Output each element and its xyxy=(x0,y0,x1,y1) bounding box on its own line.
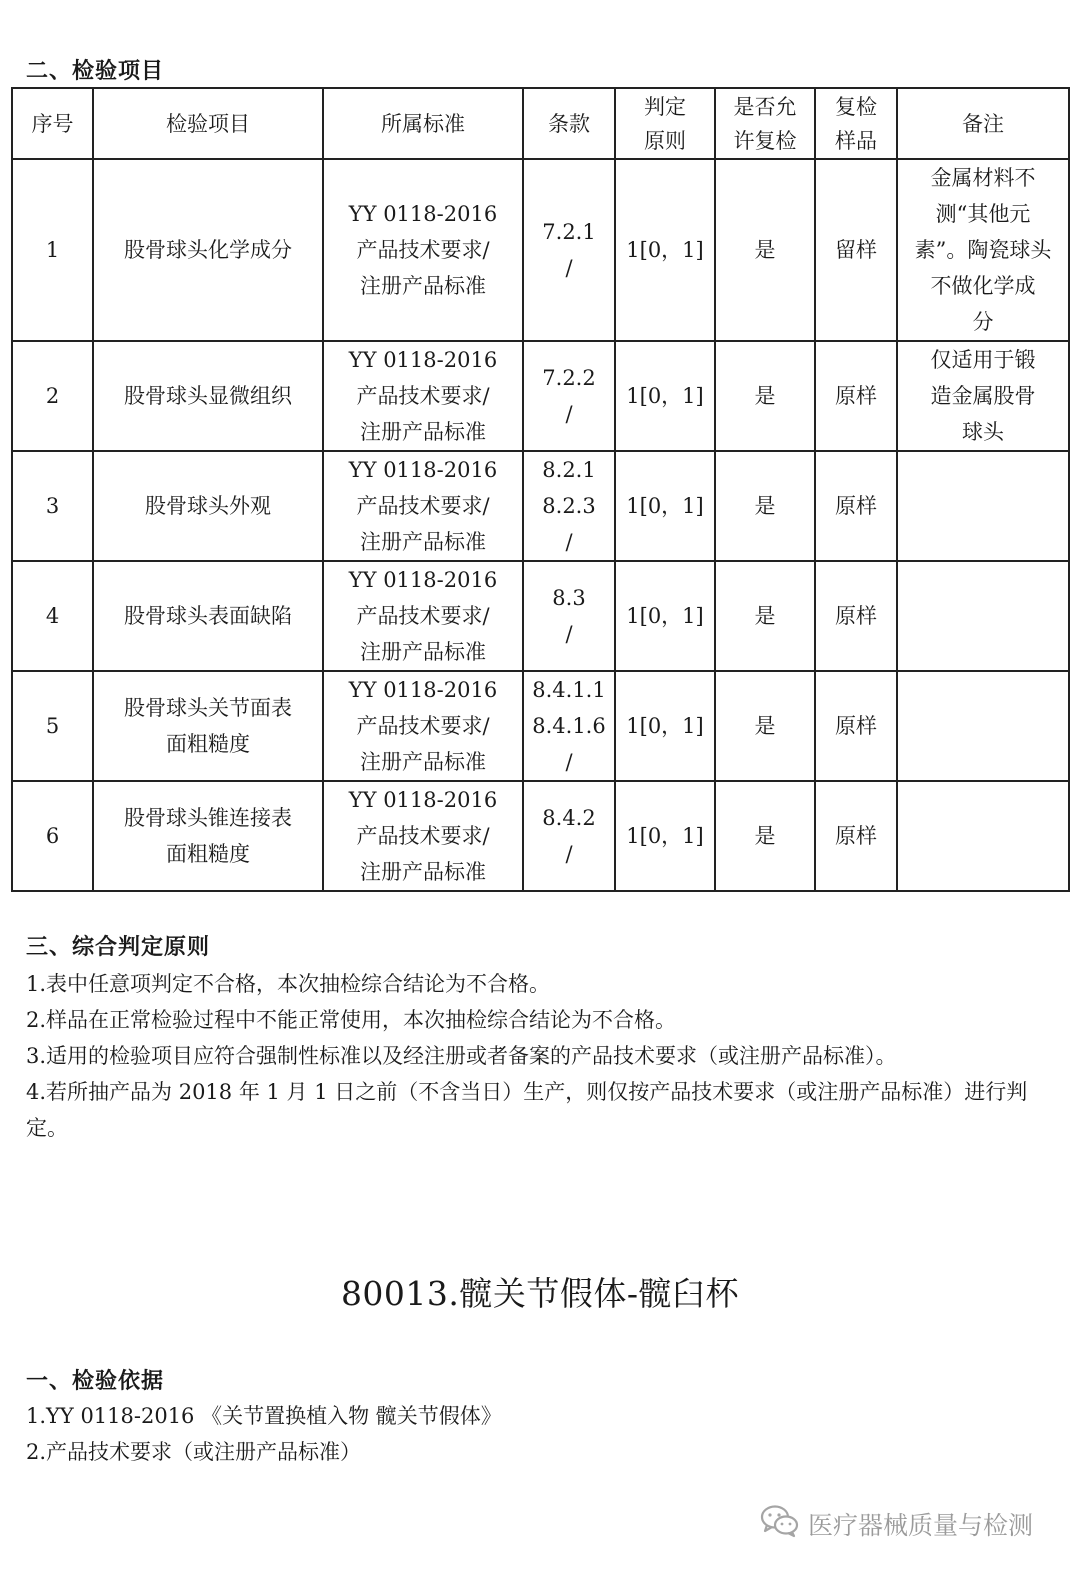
table-row xyxy=(12,451,1069,561)
cell-principle: 1[0，1] xyxy=(615,341,715,451)
cell-clause: 8.4.2 / xyxy=(523,781,615,891)
table-header-row xyxy=(12,88,1069,159)
cell-item: 股骨球头表面缺陷 xyxy=(93,561,323,671)
watermark xyxy=(760,1504,1033,1544)
cell-principle: 1[0，1] xyxy=(615,451,715,561)
cell-remark: 金属材料不 测“其他元 素”。陶瓷球头 不做化学成 分 xyxy=(897,159,1069,341)
cell-recheck: 是 xyxy=(715,781,815,891)
cell-sample: 留样 xyxy=(815,159,897,341)
cell-seq: 2 xyxy=(12,341,93,451)
cell-standard: YY 0118-2016 产品技术要求/ 注册产品标准 xyxy=(323,561,523,671)
table-row xyxy=(12,671,1069,781)
cell-sample: 原样 xyxy=(815,451,897,561)
cell-clause: 7.2.2 / xyxy=(523,341,615,451)
cell-seq: 5 xyxy=(12,671,93,781)
basis-item: 1.YY 0118-2016 《关节置换植入物 髋关节假体》 xyxy=(26,1404,502,1428)
cell-principle: 1[0，1] xyxy=(615,561,715,671)
rule-item: 3.适用的检验项目应符合强制性标准以及经注册或者备案的产品技术要求（或注册产品标准）。 xyxy=(26,1044,897,1068)
cell-sample: 原样 xyxy=(815,341,897,451)
header-recheck: 是否允 许复检 xyxy=(715,88,815,159)
header-item: 检验项目 xyxy=(93,88,323,159)
cell-standard: YY 0118-2016 产品技术要求/ 注册产品标准 xyxy=(323,341,523,451)
table-row xyxy=(12,159,1069,341)
product-title: 80013.髋关节假体-髋臼杯 xyxy=(340,1274,740,1313)
cell-clause: 8.3 / xyxy=(523,561,615,671)
cell-item: 股骨球头外观 xyxy=(93,451,323,561)
cell-remark: 仅适用于锻 造金属股骨 球头 xyxy=(897,341,1069,451)
header-standard: 所属标准 xyxy=(323,88,523,159)
rule-list xyxy=(26,966,1056,1146)
rule-item: 1.表中任意项判定不合格，本次抽检综合结论为不合格。 xyxy=(26,972,551,996)
cell-remark xyxy=(897,451,1069,561)
cell-standard: YY 0118-2016 产品技术要求/ 注册产品标准 xyxy=(323,781,523,891)
table-row xyxy=(12,341,1069,451)
rule-item: 4.若所抽产品为 2018 年 1 月 1 日之前（不含当日）生产，则仅按产品技术要求（或注册产品标准）进行判定。 xyxy=(26,1080,1028,1140)
header-clause: 条款 xyxy=(523,88,615,159)
cell-item: 股骨球头化学成分 xyxy=(93,159,323,341)
cell-standard: YY 0118-2016 产品技术要求/ 注册产品标准 xyxy=(323,159,523,341)
section-heading-basis: 一、检验依据 xyxy=(26,1369,165,1394)
cell-standard: YY 0118-2016 产品技术要求/ 注册产品标准 xyxy=(323,671,523,781)
cell-principle: 1[0，1] xyxy=(615,671,715,781)
cell-seq: 3 xyxy=(12,451,93,561)
cell-seq: 1 xyxy=(12,159,93,341)
table-row xyxy=(12,561,1069,671)
cell-recheck: 是 xyxy=(715,671,815,781)
cell-item: 股骨球头关节面表 面粗糙度 xyxy=(93,671,323,781)
header-seq: 序号 xyxy=(12,88,93,159)
cell-sample: 原样 xyxy=(815,561,897,671)
section-heading-rules: 三、综合判定原则 xyxy=(26,935,211,960)
table-row xyxy=(12,781,1069,891)
cell-principle: 1[0，1] xyxy=(615,159,715,341)
cell-remark xyxy=(897,781,1069,891)
cell-remark xyxy=(897,671,1069,781)
cell-sample: 原样 xyxy=(815,781,897,891)
cell-principle: 1[0，1] xyxy=(615,781,715,891)
inspection-items-table xyxy=(11,87,1070,892)
cell-recheck: 是 xyxy=(715,159,815,341)
basis-item: 2.产品技术要求（或注册产品标准） xyxy=(26,1440,362,1464)
wechat-icon xyxy=(760,1504,800,1544)
cell-clause: 8.4.1.1 8.4.1.6 / xyxy=(523,671,615,781)
watermark-text: 医疗器械质量与检测 xyxy=(808,1511,1034,1540)
cell-item: 股骨球头显微组织 xyxy=(93,341,323,451)
header-principle: 判定 原则 xyxy=(615,88,715,159)
header-remark: 备注 xyxy=(897,88,1069,159)
cell-remark xyxy=(897,561,1069,671)
rule-item: 2.样品在正常检验过程中不能正常使用，本次抽检综合结论为不合格。 xyxy=(26,1008,677,1032)
cell-clause: 7.2.1 / xyxy=(523,159,615,341)
cell-seq: 4 xyxy=(12,561,93,671)
cell-recheck: 是 xyxy=(715,451,815,561)
cell-clause: 8.2.1 8.2.3 / xyxy=(523,451,615,561)
cell-recheck: 是 xyxy=(715,341,815,451)
cell-recheck: 是 xyxy=(715,561,815,671)
header-sample: 复检 样品 xyxy=(815,88,897,159)
cell-seq: 6 xyxy=(12,781,93,891)
section-heading-items: 二、检验项目 xyxy=(26,59,165,84)
basis-list xyxy=(26,1398,502,1470)
cell-item: 股骨球头锥连接表 面粗糙度 xyxy=(93,781,323,891)
cell-standard: YY 0118-2016 产品技术要求/ 注册产品标准 xyxy=(323,451,523,561)
cell-sample: 原样 xyxy=(815,671,897,781)
